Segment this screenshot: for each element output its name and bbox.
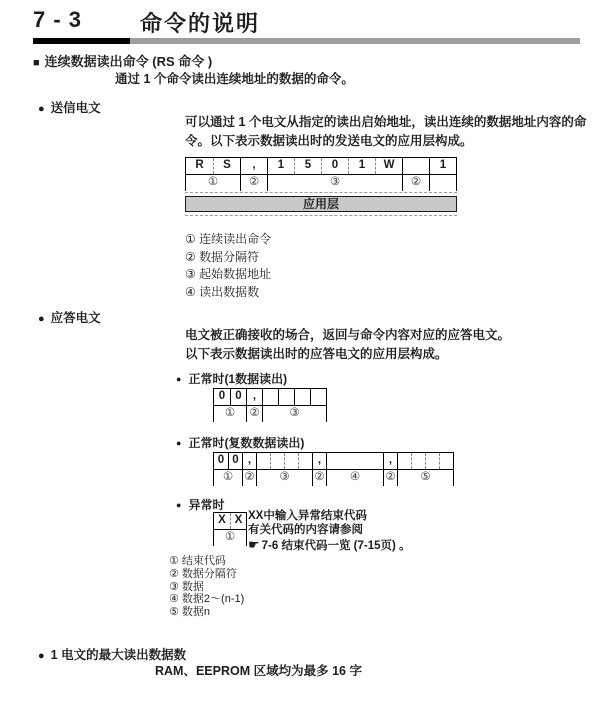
reference-text: 7-6 结束代码一览 (7-15页) 。 (261, 539, 411, 552)
table-cell: 1 (429, 158, 456, 174)
bullet-icon: ● (38, 313, 45, 325)
pointing-hand-icon: ☛ (248, 536, 260, 552)
error-note-reference (248, 538, 411, 554)
command-intro-text: 通过 1 个命令读出连续地址的数据的命令。 (115, 72, 354, 86)
table-mark: ② (383, 470, 397, 486)
sub-bullet-icon: ● (176, 438, 182, 448)
bullet-icon: ● (38, 103, 45, 115)
send-message-table (185, 157, 457, 191)
page-section-number: 7 - 3 (33, 7, 83, 32)
normal-single-table (213, 388, 327, 422)
table-mark: ③ (256, 470, 312, 486)
table-cell (270, 453, 284, 469)
section-square-icon: ■ (33, 57, 40, 69)
normal-multi-label: 正常时(复数数据读出) (188, 436, 305, 450)
error-note-line1: XX中输入异常结束代码 (248, 510, 367, 522)
send-paragraph-line1: 可以通过 1 个电文从指定的读出启始地址，读出连续的数据地址内容的命 (185, 115, 587, 129)
error-table (213, 512, 247, 546)
command-section-heading (33, 51, 212, 70)
table-cell: 0 (321, 158, 348, 174)
table-cell (284, 453, 298, 469)
legend-item: ④ 读出数据数 (185, 284, 260, 299)
legend-item: ① 结束代码 (169, 555, 226, 567)
table-mark: ⑤ (397, 470, 453, 486)
table-mark: ③ (267, 175, 402, 191)
table-mark: ③ (262, 406, 326, 422)
table-cell: 1 (348, 158, 375, 174)
page-title: 命令的说明 (140, 11, 261, 36)
table-cell (256, 453, 270, 469)
table-mark: ① (224, 407, 236, 419)
table-cell: 0 (218, 390, 226, 402)
application-layer-bar: 应用层 (185, 196, 457, 212)
legend-item: ② 数据分隔符 (185, 249, 260, 264)
legend-item: ① 连续读出命令 (185, 232, 272, 246)
reply-message-label: 应答电文 (50, 311, 101, 325)
table-cell: , (383, 453, 397, 469)
table-cell: 0 (228, 453, 242, 469)
legend-item: ④ 数据2～(n-1) (169, 593, 245, 606)
table-mark: ④ (326, 470, 383, 486)
table-cell (294, 389, 310, 405)
table-mark: ② (312, 470, 326, 486)
send-paragraph-line2: 令。以下表示数据读出时的发送电文的应用层构成。 (185, 134, 473, 148)
table-cell: S (213, 158, 240, 174)
table-cell (262, 389, 278, 405)
max-read-label: 1 电文的最大读出数据数 (50, 648, 187, 662)
table-cell: , (312, 453, 326, 469)
table-cell: W (375, 158, 402, 174)
table-cell (326, 453, 383, 469)
reply-message-paragraph (185, 326, 510, 363)
send-message-heading (38, 98, 101, 116)
table-cell: , (240, 158, 267, 174)
table-cell (411, 453, 425, 469)
normal-single-label: 正常时(1数据读出) (188, 372, 288, 386)
reply-paragraph-line2: 以下表示数据读出时的应答电文的应用层构成。 (185, 346, 448, 361)
error-label: 异常时 (188, 498, 225, 512)
legend-item: ⑤ 数据n (169, 606, 211, 619)
normal-multi-heading (176, 434, 304, 451)
reply-legend-list (169, 555, 244, 619)
table-mark: ② (402, 175, 429, 191)
table-cell: , (242, 453, 256, 469)
table-mark (429, 175, 456, 191)
table-cell: , (246, 389, 262, 405)
sub-bullet-icon: ● (176, 374, 182, 384)
table-cell (402, 158, 429, 174)
table-cell (278, 389, 294, 405)
send-message-label: 送信电文 (50, 101, 101, 115)
reply-paragraph-line1: 电文被正确接收的场合，返回与命令内容对应的应答电文。 (185, 328, 511, 342)
table-mark: ① (224, 531, 236, 543)
sub-bullet-icon: ● (176, 500, 182, 510)
table-cell (298, 453, 312, 469)
reply-message-heading (38, 308, 101, 326)
table-mark: ① (222, 471, 234, 483)
error-note (248, 510, 411, 553)
table-mark: ② (242, 470, 256, 486)
dashed-connector-top (185, 192, 457, 193)
bullet-icon: ● (38, 650, 45, 662)
legend-item: ② 数据分隔符 (169, 567, 237, 580)
table-cell: 0 (230, 389, 246, 405)
normal-multi-table (213, 452, 454, 486)
table-mark: ② (246, 406, 262, 422)
command-section-heading-label: 连续数据读出命令 (RS 命令 ) (44, 54, 213, 69)
legend-item: ③ 数据 (169, 580, 204, 593)
error-note-line2: 有关代码的内容请参阅 (248, 523, 363, 536)
table-cell: 5 (294, 158, 321, 174)
table-cell: R (195, 159, 204, 171)
table-cell (425, 453, 439, 469)
send-legend-list (185, 231, 271, 301)
table-cell: 1 (267, 158, 294, 174)
max-read-value: RAM、EEPROM 区域均为最多 16 字 (155, 664, 362, 678)
table-cell (439, 453, 453, 469)
legend-item: ③ 起始数据地址 (185, 267, 272, 281)
table-mark: ① (207, 176, 219, 188)
table-cell (310, 389, 326, 405)
table-cell (397, 453, 411, 469)
max-read-heading (38, 645, 186, 663)
header-rule (33, 38, 580, 44)
send-message-paragraph (185, 113, 586, 151)
error-heading (176, 496, 224, 513)
table-cell: X (218, 514, 226, 526)
header-rule-accent (33, 38, 130, 44)
table-cell: 0 (217, 454, 225, 466)
dashed-connector-bottom (185, 215, 457, 216)
table-mark: ② (240, 175, 267, 191)
normal-single-heading (176, 370, 287, 387)
table-cell: X (230, 513, 246, 529)
